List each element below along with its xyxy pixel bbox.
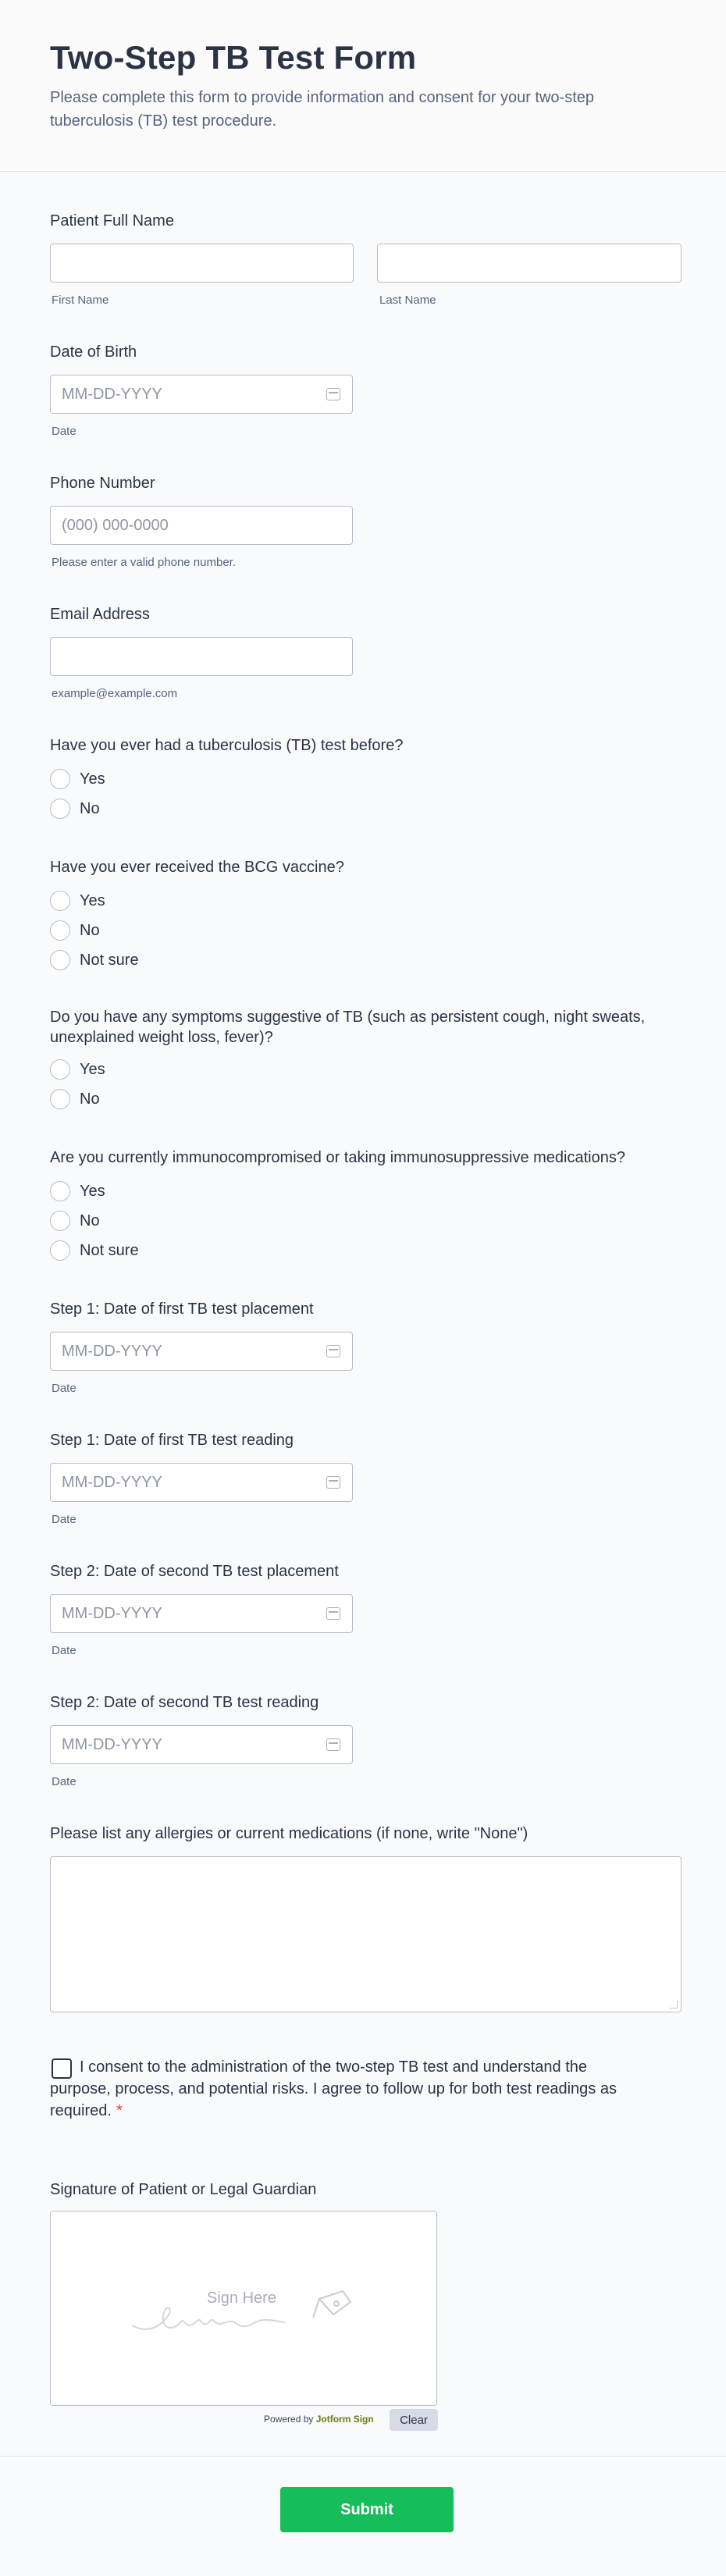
immuno-label: Are you currently immunocompromised or taking immunosuppressive medications? <box>50 1149 625 1166</box>
step2-placement-sublabel: Date <box>52 1644 77 1657</box>
powered-by <box>264 2414 374 2425</box>
step1-placement-input[interactable] <box>50 1332 353 1371</box>
step1-placement-question <box>50 1299 314 1319</box>
calendar-icon[interactable] <box>326 1476 340 1489</box>
tb-before-question <box>50 735 403 756</box>
email-input[interactable] <box>50 637 353 676</box>
first-name-input[interactable] <box>50 244 354 283</box>
radio-button[interactable] <box>50 1089 70 1109</box>
radio-button[interactable] <box>50 891 70 911</box>
allergies-question <box>50 1823 528 1844</box>
phone-input[interactable] <box>50 506 353 545</box>
radio-button[interactable] <box>50 1240 70 1261</box>
calendar-icon[interactable] <box>326 1607 340 1620</box>
bcg-option-yes[interactable] <box>50 890 105 912</box>
immuno-option-no[interactable] <box>50 1210 100 1232</box>
phone-question <box>50 473 155 493</box>
first-name-sublabel: First Name <box>52 294 109 307</box>
step1-reading-label: Step 1: Date of first TB test reading <box>50 1432 294 1449</box>
symptoms-option-yes[interactable] <box>50 1059 105 1080</box>
tb-before-option-no[interactable] <box>50 798 100 820</box>
consent-label: I consent to the administration of the two-step TB test and understand the purpose, process, and potential risks. I agree to follow up for both test readings as required. <box>50 2058 617 2119</box>
symptoms-question <box>50 1007 659 1048</box>
option-label: Not sure <box>80 1241 139 1259</box>
email-label: Email Address <box>50 606 150 623</box>
calendar-icon[interactable] <box>326 388 340 400</box>
step2-placement-question <box>50 1561 339 1582</box>
step2-reading-sublabel: Date <box>52 1775 77 1788</box>
radio-button[interactable] <box>50 920 70 941</box>
radio-button[interactable] <box>50 799 70 819</box>
step2-reading-input[interactable] <box>50 1725 353 1764</box>
signature-pad[interactable] <box>50 2211 437 2406</box>
consent-text <box>50 2056 628 2122</box>
radio-button[interactable] <box>50 1211 70 1231</box>
dob-sublabel: Date <box>52 425 77 438</box>
step1-placement-label: Step 1: Date of first TB test placement <box>50 1300 314 1318</box>
option-label: Not sure <box>80 951 139 969</box>
patient-name-label: Patient Full Name <box>50 212 174 229</box>
patient-name-question <box>50 211 174 231</box>
symptoms-option-no[interactable] <box>50 1088 100 1110</box>
footer-divider <box>0 2456 726 2457</box>
option-label: Yes <box>80 770 105 788</box>
step2-placement-label: Step 2: Date of second TB test placement <box>50 1563 339 1580</box>
phone-label: Phone Number <box>50 475 155 492</box>
immuno-question <box>50 1147 625 1168</box>
option-label: Yes <box>80 1060 105 1078</box>
option-label: No <box>80 1090 100 1108</box>
clear-signature-button[interactable]: Clear <box>390 2409 438 2431</box>
required-mark: * <box>116 2102 123 2119</box>
signature-question <box>50 2179 316 2200</box>
immuno-option-not-sure[interactable] <box>50 1240 139 1261</box>
last-name-input[interactable] <box>377 244 682 283</box>
last-name-sublabel: Last Name <box>379 294 436 307</box>
radio-button[interactable] <box>50 950 70 970</box>
form-description: Please complete this form to provide information and consent for your two-step tuberculosis (TB) test procedure. <box>50 89 595 130</box>
bcg-question <box>50 857 344 877</box>
dob-label: Date of Birth <box>50 343 137 361</box>
phone-sublabel: Please enter a valid phone number. <box>52 556 236 569</box>
calendar-icon[interactable] <box>326 1345 340 1357</box>
option-label: Yes <box>80 1182 105 1200</box>
calendar-icon[interactable] <box>326 1738 340 1751</box>
email-question <box>50 604 150 624</box>
dob-input[interactable] <box>50 375 353 414</box>
bcg-option-no[interactable] <box>50 920 100 941</box>
form-header <box>0 0 726 172</box>
bcg-label: Have you ever received the BCG vaccine? <box>50 859 344 876</box>
step1-reading-input[interactable] <box>50 1463 353 1502</box>
allergies-textarea[interactable] <box>50 1856 682 2012</box>
option-label: No <box>80 1212 100 1229</box>
radio-button[interactable] <box>50 769 70 789</box>
jotform-sign-brand[interactable]: Jotform Sign <box>315 2414 374 2425</box>
radio-button[interactable] <box>50 1181 70 1201</box>
step1-placement-sublabel: Date <box>52 1382 77 1395</box>
form-title: Two-Step TB Test Form <box>50 39 417 76</box>
allergies-label: Please list any allergies or current medications (if none, write "None") <box>50 1825 528 1842</box>
tb-before-option-yes[interactable] <box>50 768 105 790</box>
submit-button[interactable]: Submit <box>280 2487 454 2532</box>
tb-before-label: Have you ever had a tuberculosis (TB) test before? <box>50 737 404 754</box>
sign-here-placeholder: Sign Here <box>207 2290 276 2307</box>
immuno-option-yes[interactable] <box>50 1180 105 1202</box>
pen-nib-icon <box>313 2291 351 2318</box>
signature-label: Signature of Patient or Legal Guardian <box>50 2181 317 2198</box>
step2-placement-input[interactable] <box>50 1594 353 1633</box>
symptoms-label: Do you have any symptoms suggestive of TB (such as persistent cough, night sweats, unexplained weight loss, fever)? <box>50 1009 646 1046</box>
step2-reading-label: Step 2: Date of second TB test reading <box>50 1694 319 1711</box>
resize-handle-icon[interactable] <box>670 2001 678 2008</box>
email-sublabel: example@example.com <box>52 687 178 700</box>
step1-reading-question <box>50 1430 294 1450</box>
powered-prefix: Powered by <box>264 2414 314 2425</box>
radio-button[interactable] <box>50 1059 70 1080</box>
step2-reading-question <box>50 1692 319 1713</box>
option-label: Yes <box>80 891 105 909</box>
step1-reading-sublabel: Date <box>52 1513 77 1526</box>
option-label: No <box>80 799 100 817</box>
signature-squiggle-icon <box>51 2211 438 2407</box>
bcg-option-not-sure[interactable] <box>50 949 139 971</box>
dob-question <box>50 342 137 362</box>
option-label: No <box>80 921 100 939</box>
